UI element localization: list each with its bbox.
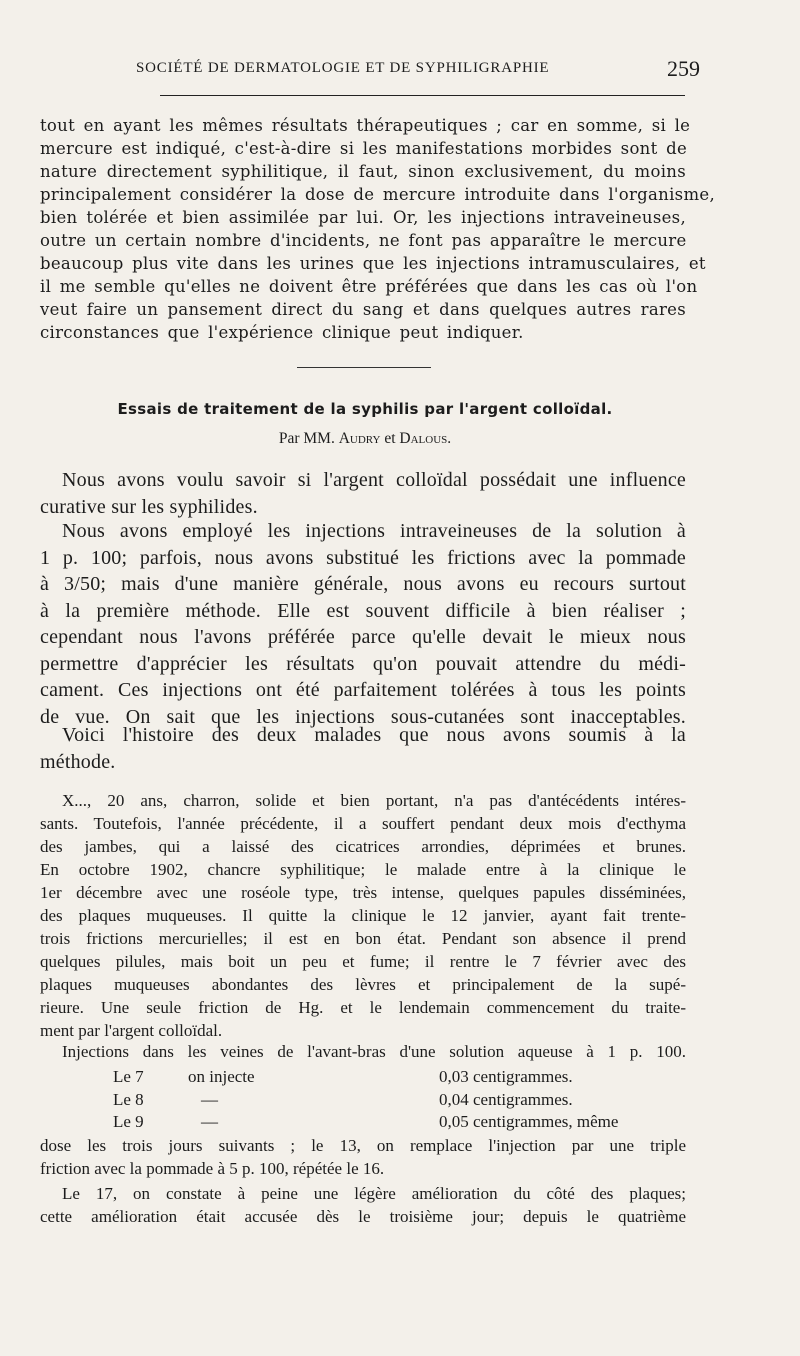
text-line: sants. Toutefois, l'année précédente, il a souffert pendant deux mois d'ecthyma — [40, 814, 686, 833]
text-line: veut faire un pansement direct du sang et dans quelques autres rares — [40, 300, 686, 319]
intro-paragraph — [40, 114, 716, 344]
text-line: principalement considérer la dose de mercure introduite dans l'organisme, — [40, 185, 716, 204]
case-paragraph — [40, 1182, 686, 1228]
dose-action: on injecte — [188, 1067, 255, 1086]
text-line: curative sur les syphilides. — [40, 495, 258, 518]
author-name: Dalous. — [399, 430, 452, 447]
dose-amount: 0,04 centigrammes. — [439, 1090, 573, 1109]
body-paragraph — [40, 518, 686, 730]
section-separator — [297, 367, 431, 368]
page-number: 259 — [667, 56, 700, 81]
body-paragraph — [40, 467, 686, 520]
injections-line — [40, 1040, 686, 1063]
case-paragraph — [40, 789, 686, 1042]
authors-conjunction: et — [384, 430, 396, 447]
text-line: de vue. On sait que les injections sous-cutanées sont inacceptables. — [40, 705, 686, 728]
text-line: 1er décembre avec une roséole type, très intense, quelques papules disséminées, — [40, 883, 686, 902]
running-header — [118, 58, 700, 82]
text-line: En octobre 1902, chancre syphilitique; le malade entre à la clinique le — [40, 860, 686, 879]
text-line: méthode. — [40, 750, 116, 773]
text-line: Injections dans les veines de l'avant-bras d'une solution aqueuse à 1 p. 100. — [62, 1042, 686, 1061]
text-line: X..., 20 ans, charron, solide et bien portant, n'a pas d'antécédents intéres- — [62, 791, 686, 810]
text-line: cette amélioration était accusée dès le troisième jour; depuis le quatrième — [40, 1207, 686, 1226]
text-line: des jambes, qui a laissé des cicatrices arrondies, déprimées et brunes. — [40, 837, 686, 856]
text-line: rieure. Une seule friction de Hg. et le lendemain commencement du traite- — [40, 998, 686, 1017]
text-line: ment par l'argent colloïdal. — [40, 1021, 223, 1040]
text-line: cament. Ces injections ont été parfaitement tolérées à tous les points — [40, 679, 686, 701]
header-rule — [160, 95, 685, 96]
text-line: Voici l'histoire des deux malades que nous avons soumis à la — [62, 724, 686, 746]
text-line: circonstances que l'expérience clinique peut indiquer. — [40, 323, 524, 342]
text-line: des plaques muqueuses. Il quitte la clinique le 12 janvier, ayant fait trente- — [40, 906, 686, 925]
text-line: Nous avons voulu savoir si l'argent colloïdal possédait une influence — [62, 469, 686, 491]
text-line: 1 p. 100; parfois, nous avons substitué les frictions avec la pommade — [40, 546, 686, 569]
text-line: à 3/50; mais d'une manière générale, nous avons eu recours surtout — [40, 573, 686, 595]
text-line: quelques pilules, mais boit un peu et fume; il rentre le 7 février avec des — [40, 952, 686, 971]
dose-amount: 0,05 centigrammes, même — [439, 1112, 619, 1131]
text-line: nature directement syphilitique, il faut, sinon exclusivement, du moins — [40, 162, 686, 181]
text-line: bien tolérée et bien assimilée par lui. Or, les injections intraveineuses, — [40, 208, 686, 227]
text-line: mercure est indiqué, c'est-à-dire si les manifestations morbides sont de — [40, 139, 688, 158]
dose-day: Le 9 — [113, 1112, 144, 1131]
journal-title: SOCIÉTÉ DE DERMATOLOGIE ET DE SYPHILIGRAPHIE — [136, 60, 550, 76]
text-line: friction avec la pommade à 5 p. 100, répétée le 16. — [40, 1159, 385, 1178]
text-line: Nous avons employé les injections intraveineuses de la solution à — [62, 520, 686, 542]
dose-day: Le 7 — [113, 1067, 144, 1086]
case-paragraph — [40, 1134, 686, 1180]
text-line: Le 17, on constate à peine une légère amélioration du côté des plaques; — [62, 1184, 686, 1203]
authors-prefix: Par MM. — [278, 430, 335, 447]
text-line: tout en ayant les mêmes résultats thérapeutiques ; car en somme, si le — [40, 116, 691, 135]
author-name: Audry — [338, 430, 381, 447]
text-line: outre un certain nombre d'incidents, ne font pas apparaître le mercure — [40, 231, 687, 250]
text-line: cependant nous l'avons préférée parce qu'elle devait le mieux nous — [40, 626, 686, 648]
dose-action: — — [201, 1090, 218, 1109]
article-authors — [0, 430, 730, 448]
dose-amount: 0,03 centigrammes. — [439, 1067, 573, 1086]
text-line: permettre d'apprécier les résultats qu'on pouvait attendre du médi- — [40, 652, 686, 675]
dose-action: — — [201, 1112, 218, 1131]
text-line: trois frictions mercurielles; il est en bon état. Pendant son absence il prend — [40, 929, 686, 948]
text-line: beaucoup plus vite dans les urines que les injections intramusculaires, et — [40, 254, 706, 273]
text-line: dose les trois jours suivants ; le 13, on remplace l'injection par une triple — [40, 1136, 686, 1155]
text-line: à la première méthode. Elle est souvent difficile à bien réaliser ; — [40, 599, 686, 622]
text-line: il me semble qu'elles ne doivent être préférées que dans les cas où l'on — [40, 277, 698, 296]
article-title: Essais de traitement de la syphilis par l'argent colloïdal. — [117, 400, 613, 418]
dose-day: Le 8 — [113, 1090, 144, 1109]
body-paragraph — [40, 722, 686, 775]
text-line: plaques muqueuses abondantes des lèvres et principalement de la supé- — [40, 975, 686, 994]
